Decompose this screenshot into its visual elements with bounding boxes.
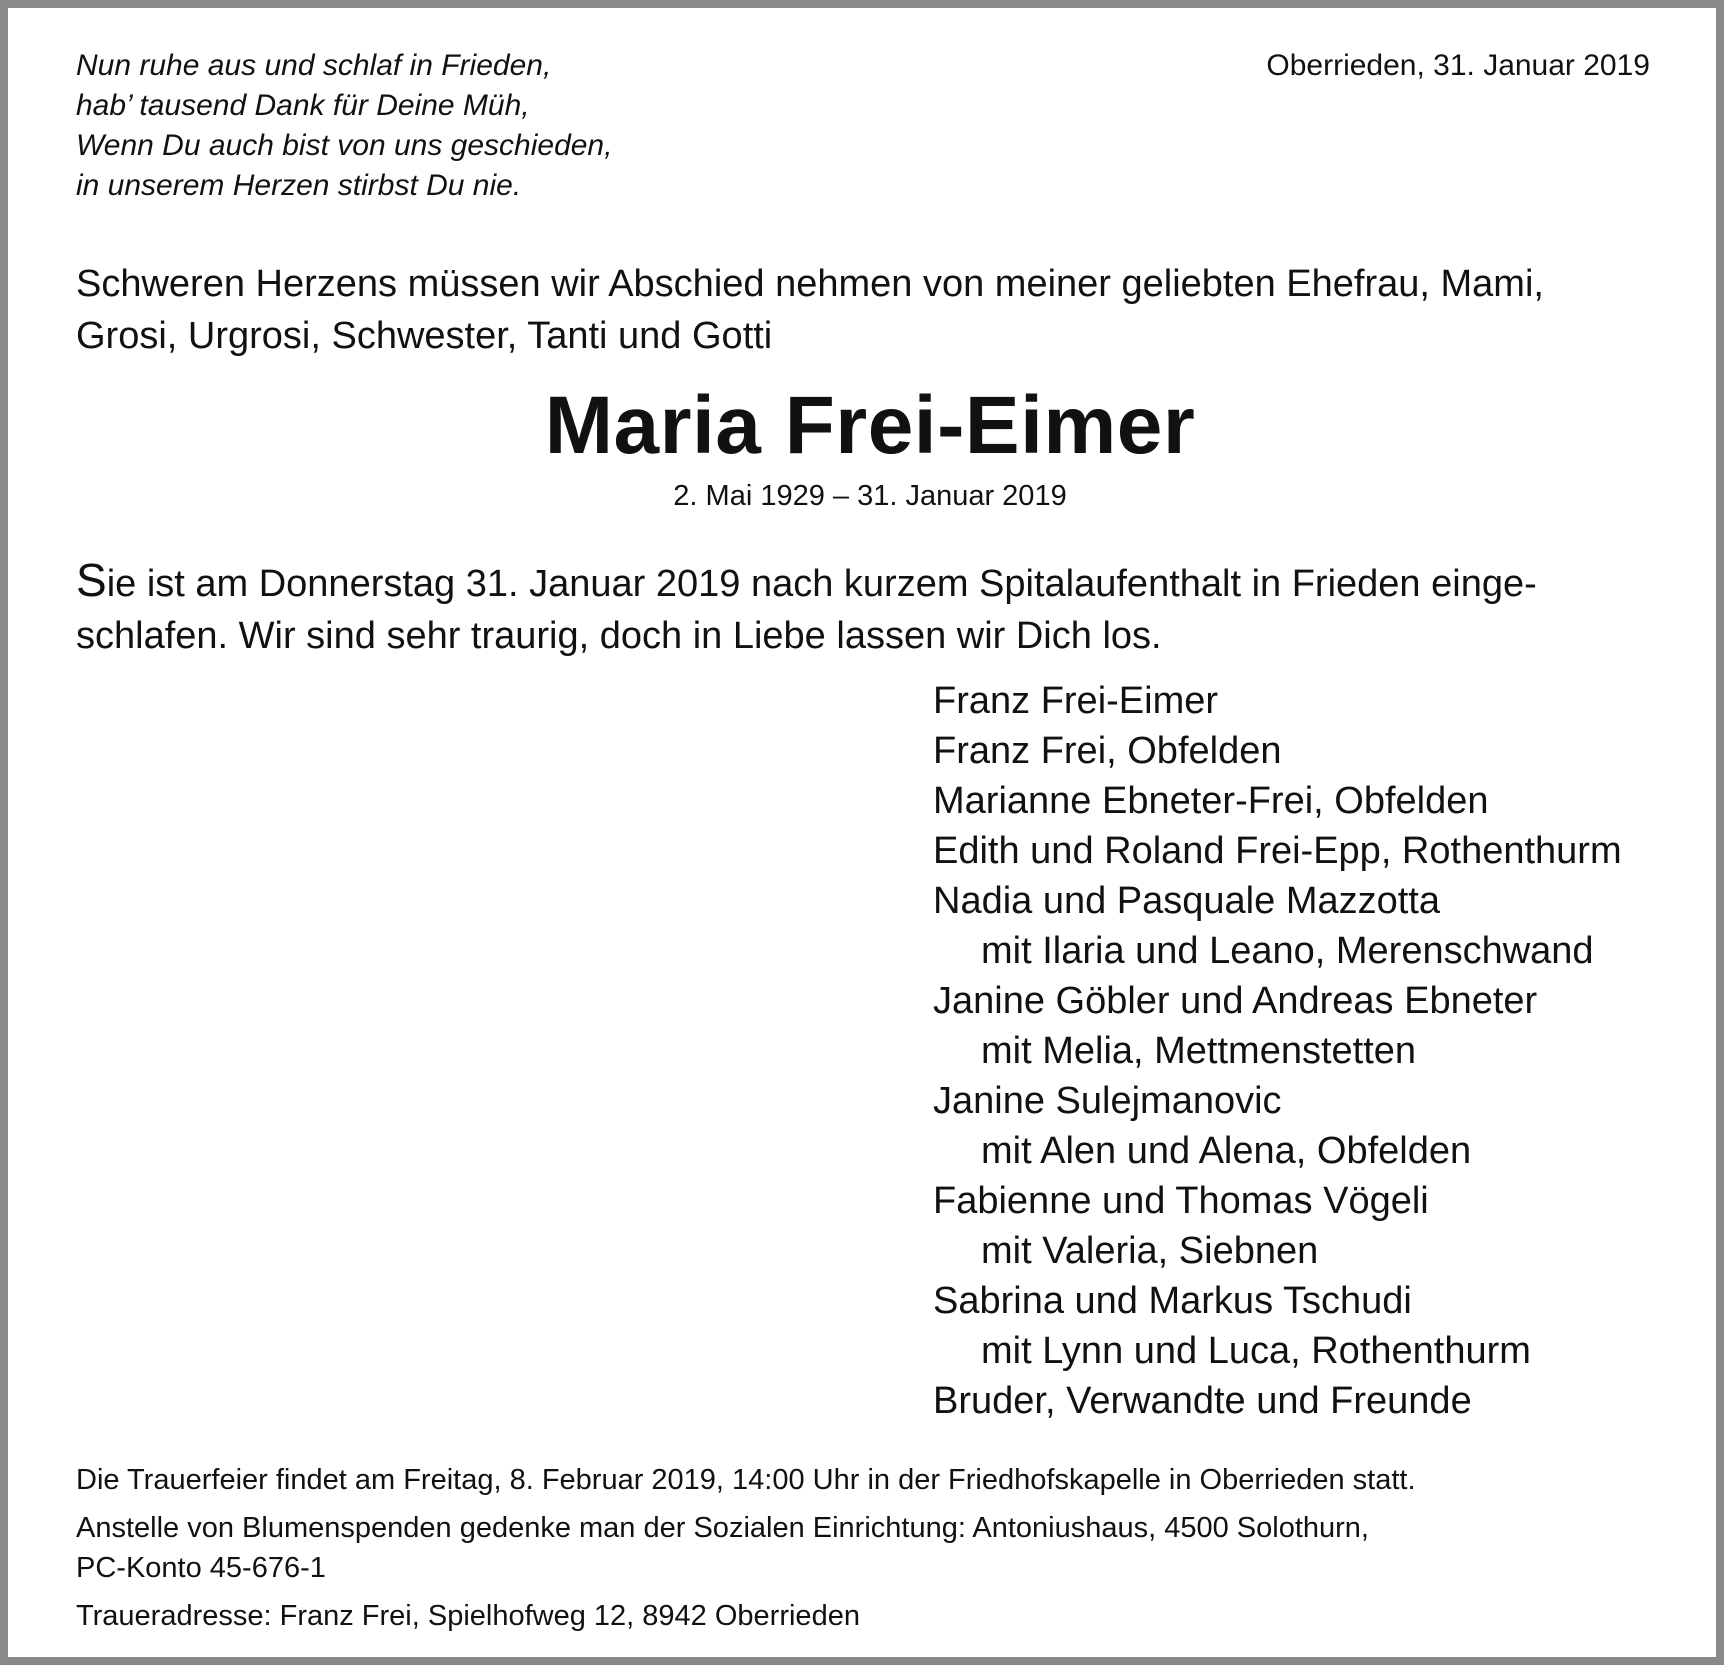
mourner-entry: mit Valeria, Siebnen [981, 1230, 1319, 1272]
mourner-entry: Edith und Roland Frei-Epp, Rothenthurm [933, 830, 1622, 872]
message-line [76, 554, 1537, 610]
deceased-lifespan: 2. Mai 1929 – 31. Januar 2019 [673, 480, 1067, 512]
deceased-name: Maria Frei-Eimer [544, 380, 1196, 471]
mourner-entry: Marianne Ebneter-Frei, Obfelden [933, 780, 1489, 822]
farewell-message [76, 554, 1537, 662]
drop-cap: S [76, 554, 107, 606]
mourner-entry: mit Ilaria und Leano, Merenschwand [981, 930, 1594, 972]
memorial-poem [76, 46, 612, 206]
mourners-list [933, 676, 1622, 1426]
mourner-entry: mit Lynn und Luca, Rothenthurm [981, 1330, 1531, 1372]
footer-notes [76, 1460, 1416, 1636]
mourning-address: Traueradresse: Franz Frei, Spielhofweg 12, 8942 Oberrieden [76, 1600, 860, 1632]
place-and-date: Oberrieden, 31. Januar 2019 [1266, 49, 1650, 82]
poem-line: in unserem Herzen stirbst Du nie. [76, 169, 522, 202]
poem-line: Wenn Du auch bist von uns geschieden, [76, 129, 613, 162]
mourner-entry: Franz Frei, Obfelden [933, 730, 1282, 772]
mourner-entry: Janine Sulejmanovic [933, 1080, 1282, 1122]
intro-text [76, 258, 1544, 362]
message-line-rest: ie ist am Donnerstag 31. Januar 2019 nach kurzem Spitalaufenthalt in Frieden einge- [106, 563, 1537, 605]
donation-note: Anstelle von Blumenspenden gedenke man der Sozialen Einrichtung: Antoniushaus, 4500 Solothurn, [76, 1512, 1369, 1544]
donation-account: PC-Konto 45-676-1 [76, 1552, 326, 1584]
mourner-entry: Franz Frei-Eimer [933, 680, 1219, 722]
intro-line: Schweren Herzens müssen wir Abschied nehmen von meiner geliebten Ehefrau, Mami, [76, 263, 1544, 305]
ceremony-note: Die Trauerfeier findet am Freitag, 8. Februar 2019, 14:00 Uhr in der Friedhofskapelle in Oberrieden statt. [76, 1464, 1416, 1496]
mourner-entry: Bruder, Verwandte und Freunde [933, 1380, 1472, 1422]
intro-line: Grosi, Urgrosi, Schwester, Tanti und Gotti [76, 315, 773, 357]
message-line: schlafen. Wir sind sehr traurig, doch in Liebe lassen wir Dich los. [76, 615, 1162, 657]
mourner-entry: Fabienne und Thomas Vögeli [933, 1180, 1429, 1222]
poem-line: Nun ruhe aus und schlaf in Frieden, [76, 49, 552, 82]
mourner-entry: Janine Göbler und Andreas Ebneter [933, 980, 1538, 1022]
mourner-entry: mit Melia, Mettmenstetten [981, 1030, 1417, 1072]
mourner-entry: Nadia und Pasquale Mazzotta [933, 880, 1440, 922]
mourner-entry: Sabrina und Markus Tschudi [933, 1280, 1412, 1322]
poem-line: hab’ tausend Dank für Deine Müh, [76, 89, 530, 122]
mourner-entry: mit Alen und Alena, Obfelden [981, 1130, 1472, 1172]
